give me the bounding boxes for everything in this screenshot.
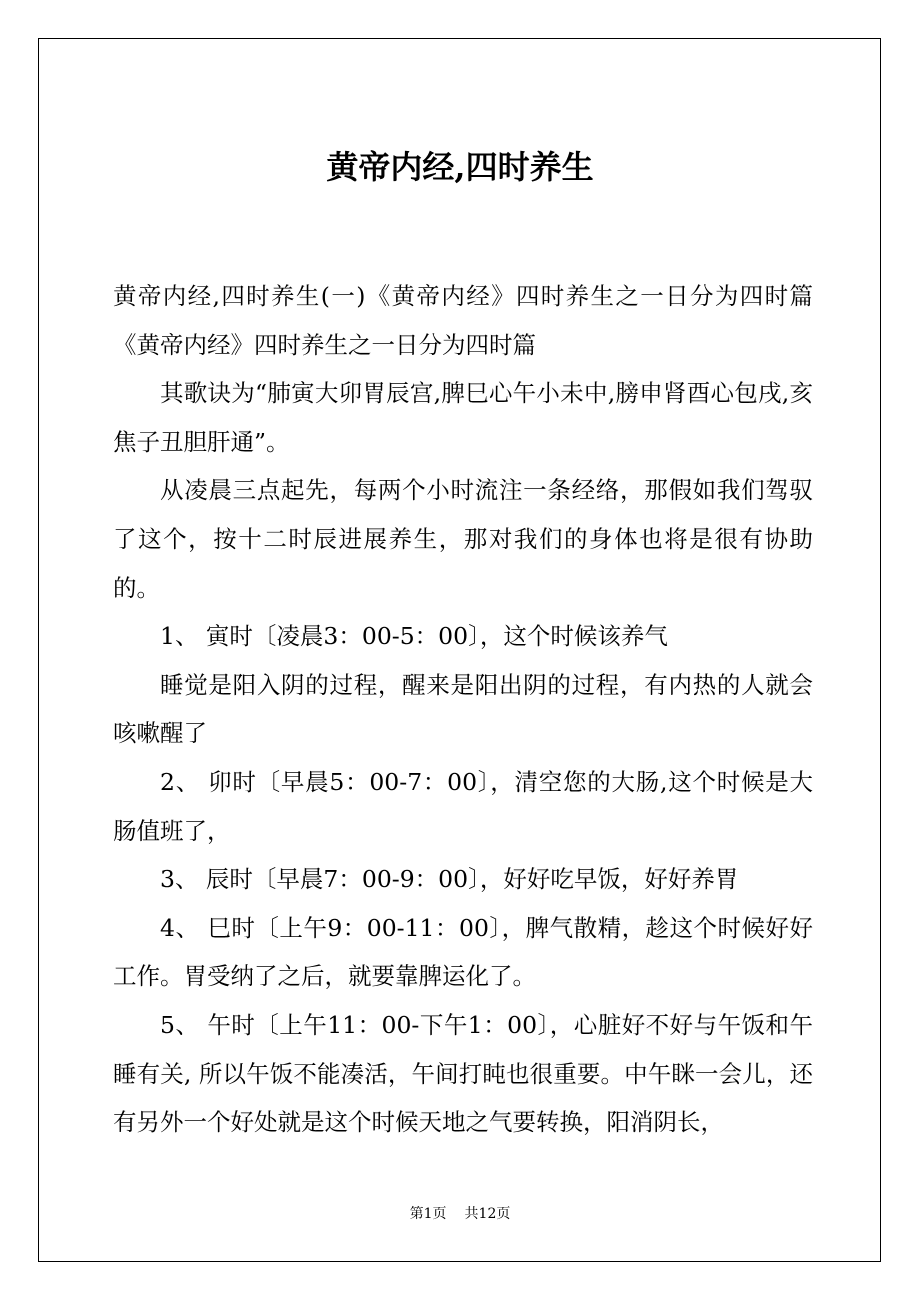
paragraph-item-4: 4、 巳时〔上午9：00-11：00〕，脾气散精，趁这个时候好好工作。胃受纳了之后，就要靠脾运化了。 <box>113 913 813 991</box>
paragraph-intro: 黄帝内经,四时养生(一)《黄帝内经》四时养生之一日分为四时篇《黄帝内经》四时养生之一日分为四时篇 <box>113 282 813 359</box>
page-total: 共12页 <box>464 1206 511 1222</box>
page-footer <box>0 1203 920 1225</box>
page-number: 第1页 <box>409 1206 447 1222</box>
paragraph-overview: 从凌晨三点起先，每两个小时流注一条经络，那假如我们驾驭了这个，按十二时辰进展养生，那对我们的身体也将是很有协助的。 <box>113 476 813 602</box>
paragraph-item-3: 3、 辰时〔早晨7：00-9：00〕，好好吃早饭，好好养胃 <box>160 865 739 894</box>
paragraph-item-5: 5、 午时〔上午11：00-下午1：00〕，心脏好不好与午饭和午睡有关, 所以午饭不能凑活，午间打盹也很重要。中午眯一会儿，还有另外一个好处就是这个时候天地之气要转换，阳消阴长， <box>113 1010 813 1137</box>
paragraph-verse: 其歌诀为“肺寅大卯胃辰宫,脾巳心午小未中,膀申肾酉心包戌,亥焦子丑胆肝通”。 <box>113 379 813 456</box>
paragraph-item-2: 2、 卯时〔早晨5：00-7：00〕，清空您的大肠,这个时候是大肠值班了， <box>113 767 813 845</box>
paragraph-item-1-detail: 睡觉是阳入阴的过程，醒来是阳出阴的过程，有内热的人就会咳嗽醒了 <box>113 670 813 748</box>
document-body <box>113 272 813 1147</box>
paragraph-item-1: 1、 寅时〔凌晨3：00-5：00〕，这个时候该养气 <box>160 622 668 651</box>
document-title: 黄帝内经,四时养生 <box>326 148 594 186</box>
